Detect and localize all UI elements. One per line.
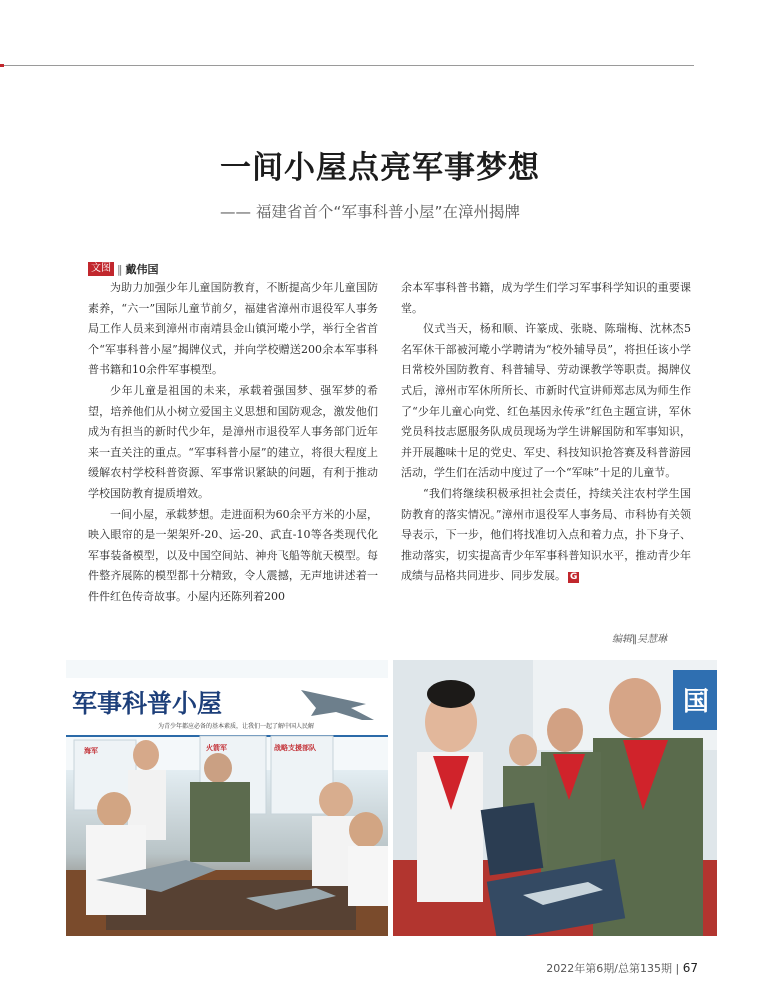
paragraph: 少年儿童是祖国的未来，承载着强国梦、强军梦的希望，培养他们从小树立爱国主义思想和国防观念，激发他们成为有担当的新时代少年，是漳州市退役军人事务部门近年来一直关注的重点。“军事科普小屋”的建立，将很大程度上缓解农村学校科普资源、军事常识紧缺的问题，有利于推动学校国防教育提质增效。 xyxy=(88,383,378,500)
page-number: 67 xyxy=(682,961,698,975)
byline-separator: ‖ xyxy=(117,262,123,276)
footer-separator: | xyxy=(675,962,680,975)
author-name: 戴伟国 xyxy=(125,263,159,276)
paragraph xyxy=(401,484,691,587)
end-mark-icon: G xyxy=(570,572,578,583)
article-subtitle: —— 福建省首个“军事科普小屋”在漳州揭牌 xyxy=(220,203,520,221)
paragraph: 一间小屋，承载梦想。走进面积为60余平方米的小屋，映入眼帘的是一架架歼-20、运-20、武直-10等各类现代化军事装备模型，以及中国空间站、神舟飞船等航天模型。每件整齐展陈的模型都十分精致，令人震撼，无声地讲述着一件件红色传奇故事。小屋内还陈列着200 xyxy=(88,507,378,603)
issue-info: 2022年第6期/总第135期 xyxy=(546,962,672,975)
panel-label-rocket: 火箭军 xyxy=(206,744,227,752)
photo-book-donation xyxy=(393,660,717,936)
byline-tag: 文图 xyxy=(88,262,114,276)
paragraph-text: “我们将继续积极承担社会责任，持续关注农村学生国防教育的落实情况。”漳州市退役军人事务局、市科协有关领导表示，下一步，他们将找准切入点和着力点，扑下身子、推动落实，切实提高青少年军事科普知识水平，推动青少年成绩与品格共同进步、同步发展。 xyxy=(401,486,691,583)
panel-label-navy: 海军 xyxy=(84,747,98,755)
banner-title: 军事科普小屋 xyxy=(72,689,223,718)
banner-slogan: 为青少年都应必备的基本素质，让我们一起了解中国人民解 xyxy=(158,723,315,730)
page-footer xyxy=(546,960,698,976)
paragraph-continuation: 余本军事科普书籍，成为学生们学习军事科学知识的重要课堂。 xyxy=(401,281,691,315)
paragraph: 为助力加强少年儿童国防教育，不断提高少年儿童国防素养，“六一”国际儿童节前夕，福建省漳州市退役军人事务局工作人员来到漳州市南靖县金山镇河墘小学，举行全省首个“军事科普小屋”揭牌仪式，并向学校赠送200余本军事科普书籍和10余件军事模型。 xyxy=(88,281,378,377)
editor-credit: 编辑‖吴慧琳 xyxy=(612,634,667,645)
header-accent xyxy=(0,64,4,67)
panel-label-strategic: 战略支援部队 xyxy=(274,744,316,752)
paragraph: 仪式当天，杨和顺、许篆成、张晓、陈瑞梅、沈林杰5名军休干部被河墘小学聘请为“校外辅导员”，将担任该小学日常校外国防教育、科普辅导、劳动课教学等职责。揭牌仪式后，漳州市军休所所长、市新时代宣讲师郑志凤为师生作了“少年儿童心向党、红色基因永传承”红色主题宣讲，军休党员科技志愿服务队成员现场为学生讲解国防和军事知识，并开展趣味十足的党史、军史、科技知识抢答赛及科普游园活动，学生们在活动中度过了一个“军味”十足的儿童节。 xyxy=(401,322,691,480)
photo-science-room-illustration xyxy=(66,660,388,936)
header-rule xyxy=(0,65,694,66)
article-title: 一间小屋点亮军事梦想 xyxy=(220,150,540,186)
body-column-right xyxy=(401,278,691,587)
background-sign: 国 xyxy=(683,687,710,717)
photo-book-donation-illustration xyxy=(393,660,717,936)
byline xyxy=(88,262,159,276)
body-column-left xyxy=(88,278,378,608)
photo-science-room xyxy=(66,660,388,936)
